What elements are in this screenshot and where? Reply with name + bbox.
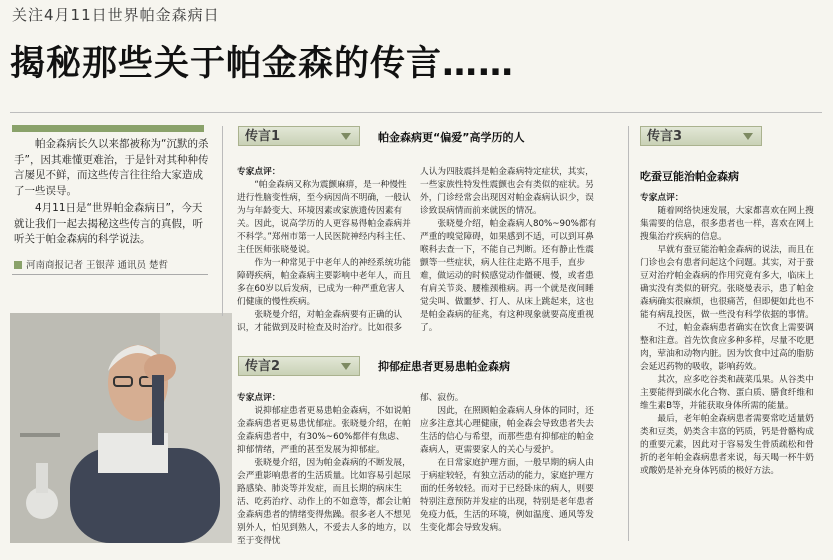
chevron-down-icon — [341, 363, 351, 370]
rumor1-tag-label: 传言1 — [245, 129, 281, 144]
chevron-down-icon — [341, 133, 351, 140]
elderly-man-photo — [10, 313, 232, 543]
byline-text: 河南商报记者 王银萍 通讯员 楚哲 — [26, 260, 169, 271]
paragraph: 张晓曼介绍，对帕金森病要有正确的认识，才能做到及时检查及时治疗。比如很多 — [237, 310, 403, 333]
rumor1-label: 专家点评： — [237, 167, 281, 177]
lead-accent-bar — [12, 125, 204, 132]
rumor1-title: 帕金森病更“偏爱”高学历的人 — [378, 131, 525, 144]
paragraph: 在日常家庭护理方面，一般早期的病人由于病症较轻，有独立活动的能力，家庭护理方面的任务较轻。而对于已经卧床的病人，则要特别注意预防并发症的出现，特别是老年患者免疫力低，生活的环境，例如温度、通风等发生变化都会导致发病。 — [420, 458, 594, 533]
paragraph: 作为一种常见于中老年人的神经系统功能障碍疾病，帕金森病主要影响中老年人，而且多在60岁以后发病，已成为一种严重危害人们健康的慢性疾病。 — [237, 258, 411, 307]
rumor3-tag-label: 传言3 — [647, 129, 683, 144]
rumor2-title: 抑郁症患者更易患帕金森病 — [378, 360, 510, 373]
paragraph: 不过，帕金森病患者确实在饮食上需要调整和注意。首先饮食应多种多样，尽量不吃肥肉，荤油和动物内脏。因为饮食中过高的脂肪会延迟药物的吸收，影响药效。 — [640, 323, 814, 372]
rumor3-title: 吃蚕豆能治帕金森病 — [640, 170, 739, 183]
paragraph: “帕金森病又称为震颤麻痹，是一种慢性进行性脑变性病，至今病因尚不明确，一般认为与年龄变大、环境因素或家族遗传因素有关。因此，说高学历的人更容易得帕金森病并不科学。”郑州市第一人民医院神经内科主任、主任医师张晓曼说。 — [237, 180, 411, 255]
title-rule — [10, 112, 822, 113]
paragraph: 最后，老年帕金森病患者需要常吃适量奶类和豆类，奶类含丰富的钙质，钙是骨骼构成的重要元素，因此对于容易发生骨质疏松和骨折的老年帕金森病患者来说，每天喝一杯牛奶或酸奶是补充身体钙质的极好方法。 — [640, 414, 814, 476]
lead-text — [14, 137, 210, 250]
rumor2-right-column — [420, 392, 600, 535]
rumor1-right-column — [420, 166, 600, 335]
rumor2-tag — [238, 356, 360, 376]
column-divider — [222, 126, 223, 316]
rumor1-left-column — [237, 166, 413, 335]
rumor2-left-column — [237, 392, 413, 548]
paragraph: 因此，在照顾帕金森病人身体的同时，还应多注意其心理健康，帕金森会导致患者失去生活的信心与希望，而那些患有抑郁症的帕金森病人，更需要家人的关心与爱护。 — [420, 406, 594, 455]
rumor3-column — [640, 192, 822, 478]
paragraph: 张晓曼介绍，因为帕金森病的不断发展，会严重影响患者的生活质量。比如容易引起尿路感染、肺炎等并发症，而且长期的病床生活、吃药治疗、动作上的不如意等，都会让帕金森病患者的情绪变得焦躁。很多老人不想见别外人，怕见到熟人，不爱去人多的地方，以至于变得忧 — [237, 458, 411, 546]
paragraph: 郁、寂伤。 — [420, 393, 464, 403]
column-divider — [628, 126, 629, 541]
rumor1-tag — [238, 126, 360, 146]
rumor2-label: 专家点评： — [237, 393, 281, 403]
kicker: 关注4月11日世界帕金森病日 — [12, 6, 220, 24]
lead-paragraph-1: 帕金森病长久以来都被称为“沉默的杀手”，因其难懂更难治，于是针对其种种传言屡见不鲜，而这些传言往往给大家造成了一些误导。 — [14, 138, 209, 197]
paragraph: 随着网络快速发展，大家都喜欢在网上搜集需要的信息，很多患者也一样，喜欢在网上搜集治疗疾病的信息。 — [640, 206, 814, 242]
photo-illustration — [10, 313, 232, 543]
paragraph: 人认为四肢震抖是帕金森病特定症状，其实，一些家族性特发性震颤也会有类似的症状。另外，门诊经常会出现因对帕金森病认识少，误诊致误病情而前来就医的情况。 — [420, 167, 594, 216]
headline: 揭秘那些关于帕金森的传言…… — [10, 44, 515, 84]
paragraph: 其次，应多吃谷类和蔬菜瓜果。从谷类中主要能得到碳水化合物、蛋白质、膳食纤维和维生素B等，并能获取身体所需的能量。 — [640, 375, 814, 411]
paragraph: 说抑郁症患者更易患帕金森病，不如说帕金森病患者更易患忧郁症。张晓曼介绍，在帕金森病患者中，有30%~60%都伴有焦虑、抑郁情绪，严重的甚至发展为抑郁症。 — [237, 406, 411, 455]
chevron-down-icon — [743, 133, 753, 140]
rumor2-tag-label: 传言2 — [245, 359, 281, 374]
byline-square-icon — [14, 261, 22, 269]
byline — [14, 257, 210, 271]
rumor3-label: 专家点评： — [640, 193, 684, 203]
paragraph: 早就有蚕豆能治帕金森病的说法，而且在门诊也会有患者问起这个问题。其实，对于蚕豆对治疗帕金森病的作用究竟有多大，临床上确实没有类似的研究。张晓曼表示，患了帕金森病确实很麻烦，也很痛苦，但即便如此也不能有病乱投医，做一些没有科学依据的事情。 — [640, 245, 814, 320]
paragraph: 张晓曼介绍，帕金森病人80%~90%都有严重的嗅觉障碍，如果感到不适，可以到耳鼻喉科去查一下，不能自己判断。还有静止性震颤等一些症状，病人往往走路不甩手，直步难，做运动的时候感觉动作僵硬、慢，或者患有肩关节炎、腰椎颈椎病。再一个就是夜间睡觉尖叫、做噩梦、打人、从床上跳起来，这也是帕金森病的征兆，有这种现象就要高度重视了。 — [420, 219, 597, 333]
rumor3-tag — [640, 126, 762, 146]
lead-paragraph-2: 4月11日是“世界帕金森病日”，今天就让我们一起去揭秘这些传言的真假，听听关于帕金森病的科学说法。 — [14, 202, 203, 245]
lead-divider — [12, 274, 208, 275]
